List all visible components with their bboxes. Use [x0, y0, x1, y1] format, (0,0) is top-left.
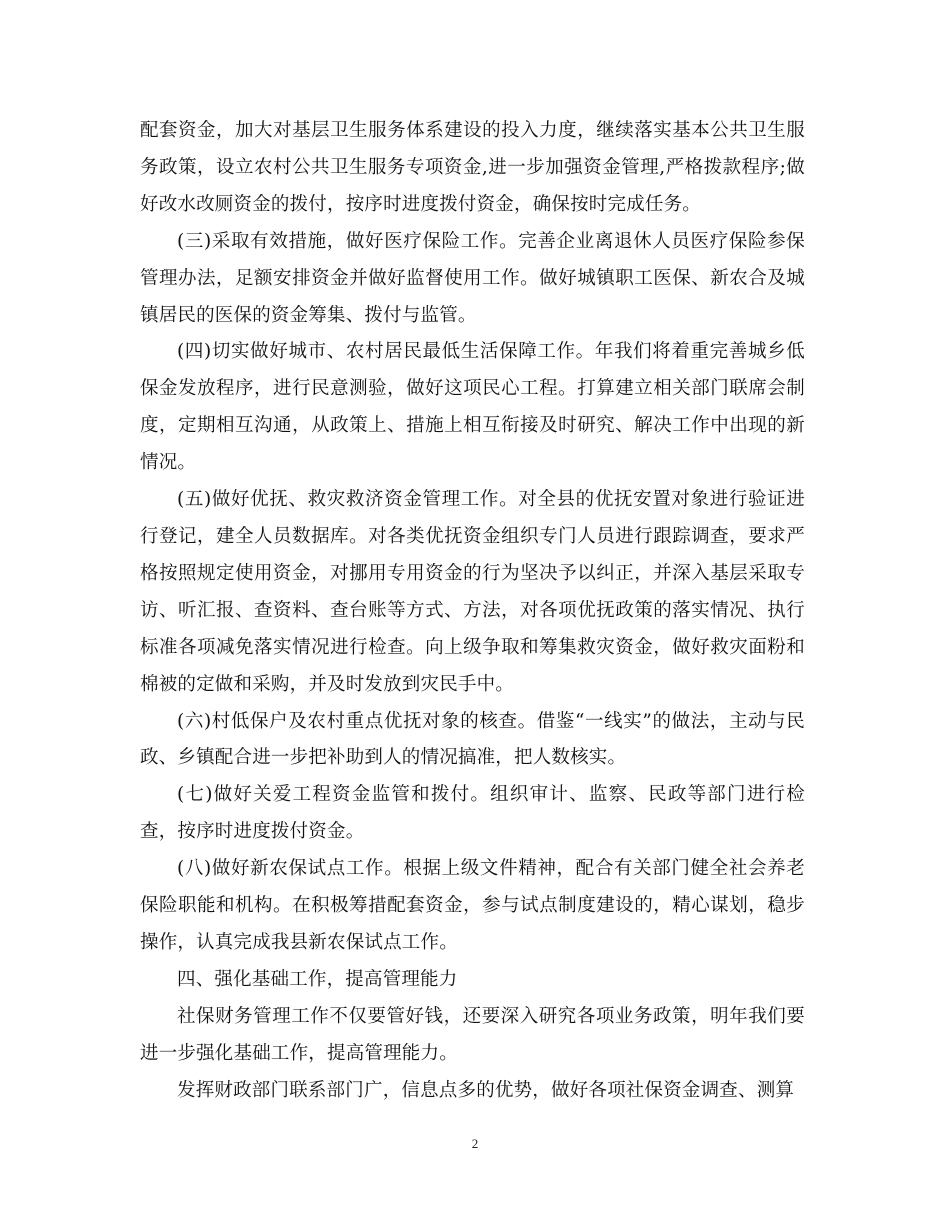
page-number: 2 [471, 1136, 479, 1151]
paragraph-1: 配套资金，加大对基层卫生服务体系建设的投入力度，继续落实基本公共卫生服务政策，设立农村公共卫生服务专项资金,进一步加强资金管理,严格拨款程序;做好改水改厕资金的拨付，按序时进度拨付资金，确保按时完成任务。 [140, 120, 805, 215]
section-heading: 四、强化基础工作，提高管理能力 [177, 968, 458, 990]
paragraph-4: (五)做好优抚、救灾救济资金管理工作。对全县的优抚安置对象进行验证进行登记，建全人员数据库。对各类优抚资金组织专门人员进行跟踪调查，要求严格按照规定使用资金，对挪用专用资金的行为坚决予以纠正，并深入基层采取专访、听汇报、查资料、查台账等方式、方法，对各项优抚政策的落实情况、执行标准各项减免落实情况进行检查。向上级争取和筹集救灾资金，做好救灾面粉和棉被的定做和采购，并及时发放到灾民手中。 [140, 489, 805, 695]
paragraph-9: 发挥财政部门联系部门广，信息点多的优势，做好各项社保资金调查、测算 [177, 1079, 795, 1101]
paragraph-8: 社保财务管理工作不仅要管好钱，还要深入研究各项业务政策，明年我们要进一步强化基础工作，提高管理能力。 [140, 1005, 805, 1064]
paragraph-5: (六)村低保户及农村重点优抚对象的核查。借鉴“一线实”的做法，主动与民政、乡镇配合进一步把补助到人的情况搞准，把人数核实。 [140, 710, 805, 769]
paragraph-7: (八)做好新农保试点工作。根据上级文件精神，配合有关部门健全社会养老保险职能和机构。在积极筹措配套资金，参与试点制度建设的，精心谋划，稳步操作，认真完成我县新农保试点工作。 [140, 858, 805, 953]
document-body [140, 113, 805, 1109]
paragraph-6: (七)做好关爱工程资金监管和拨付。组织审计、监察、民政等部门进行检查，按序时进度拨付资金。 [140, 784, 805, 843]
paragraph-3: (四)切实做好城市、农村居民最低生活保障工作。年我们将着重完善城乡低保金发放程序，进行民意测验，做好这项民心工程。打算建立相关部门联席会制度，定期相互沟通，从政策上、措施上相互衔接及时研究、解决工作中出现的新情况。 [140, 341, 805, 474]
paragraph-2: (三)采取有效措施，做好医疗保险工作。完善企业离退休人员医疗保险参保管理办法，足额安排资金并做好监督使用工作。做好城镇职工医保、新农合及城镇居民的医保的资金筹集、拨付与监管。 [140, 230, 805, 326]
